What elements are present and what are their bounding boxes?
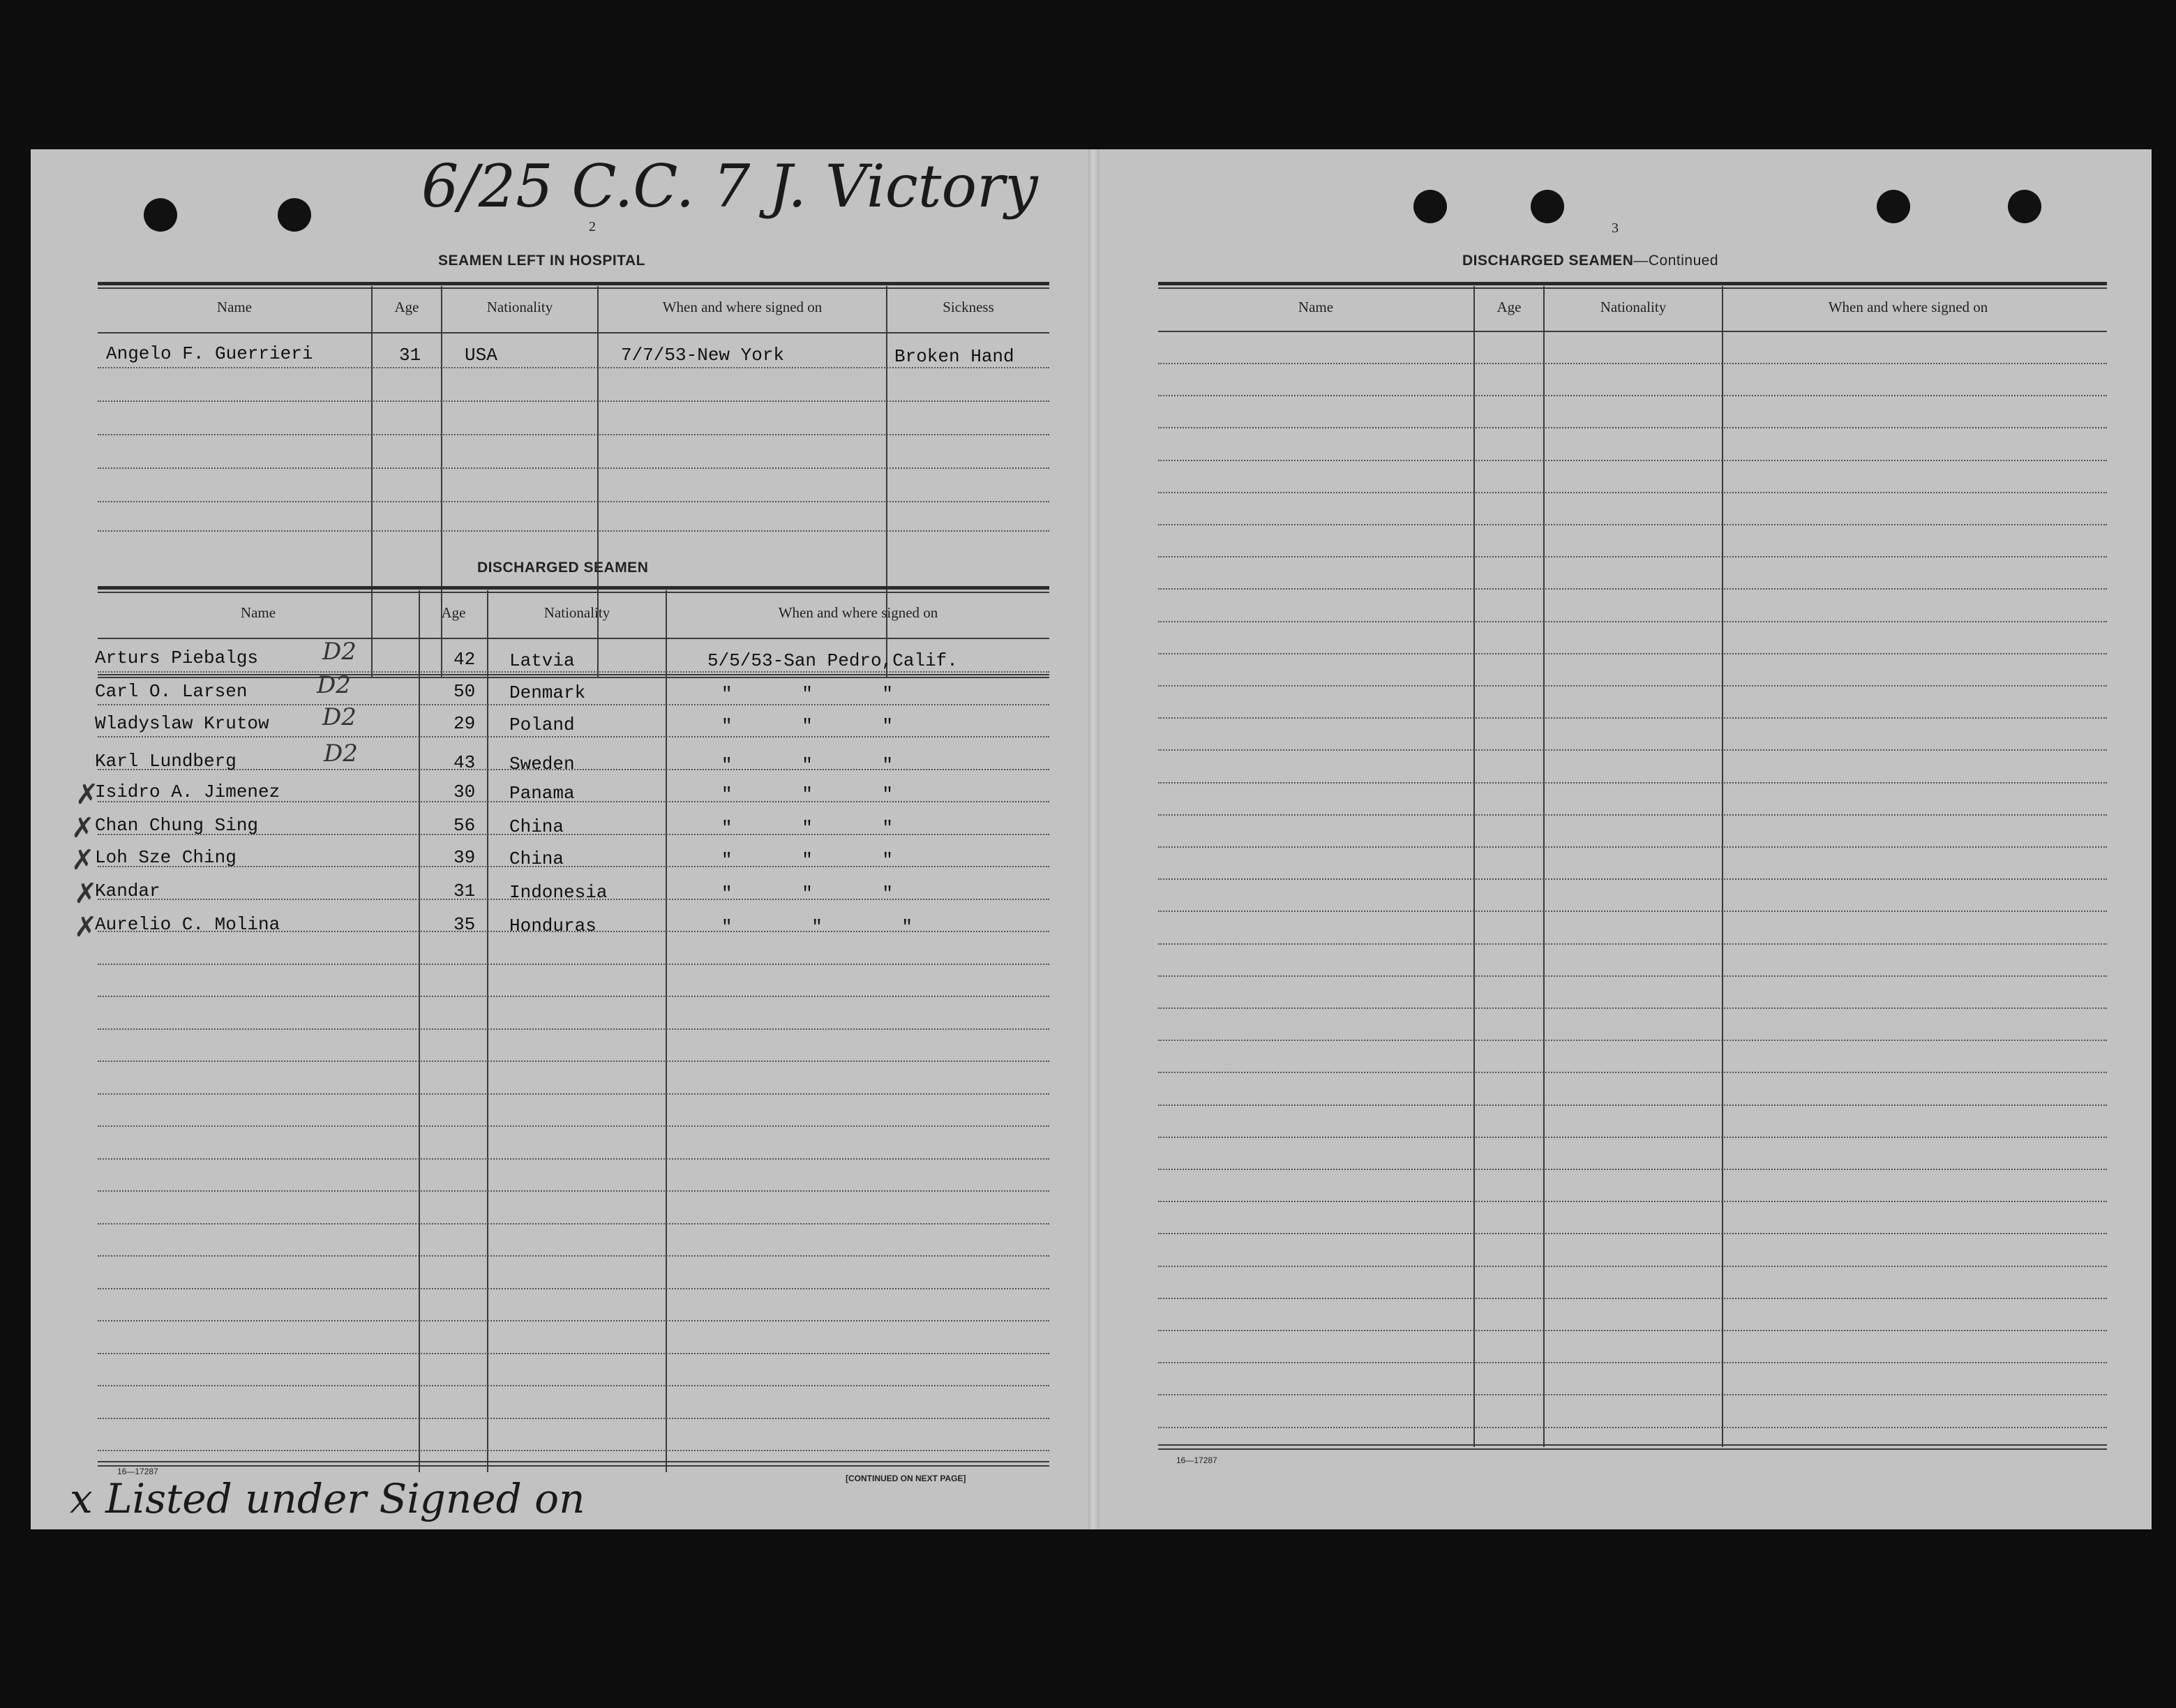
seaman-name: Carl O. Larsen (95, 681, 248, 702)
ruled-line (98, 1125, 1049, 1127)
ruled-line (1158, 1201, 2107, 1202)
patient-name: Angelo F. Guerrieri (106, 343, 313, 364)
punch-hole (1413, 190, 1447, 223)
ruled-line (1158, 556, 2107, 557)
ruled-line (1158, 975, 2107, 977)
seaman-nationality: Honduras (509, 915, 596, 936)
right-header-name: Name (1298, 299, 1334, 315)
ruled-line (98, 1385, 1049, 1386)
seaman-nationality: Indonesia (509, 882, 608, 903)
ruled-line (98, 1418, 1049, 1419)
ruled-line (1158, 588, 2107, 590)
ruled-line (98, 866, 1049, 867)
ruled-line (1158, 814, 2107, 816)
right-header-signed-on: When and where signed on (1828, 299, 1988, 315)
ruled-line (98, 1223, 1049, 1224)
seaman-name: Isidro A. Jimenez (95, 781, 280, 802)
ruled-line (1158, 460, 2107, 461)
discharged-section-title: DISCHARGED SEAMEN (477, 560, 649, 576)
seaman-age: 31 (453, 881, 476, 901)
handwritten-heading: 6/25 C.C. 7 J. Victory (421, 152, 1038, 220)
ruled-line (1158, 1427, 2107, 1428)
ruled-line (98, 1450, 1049, 1451)
ruled-line (1158, 846, 2107, 848)
seaman-nationality: Sweden (509, 754, 575, 774)
discharged-header-age: Age (441, 604, 466, 621)
page-number: 2 (589, 219, 596, 234)
seaman-signed-on: " " " (721, 818, 894, 839)
seaman-age: 42 (453, 649, 476, 670)
seaman-signed-on: " " " (721, 716, 894, 737)
punch-hole (278, 198, 311, 232)
ruled-line (98, 1353, 1049, 1354)
seaman-name: Karl Lundberg (95, 751, 237, 772)
ruled-line (1158, 1104, 2107, 1106)
ruled-line (1158, 878, 2107, 880)
tick-mark: ✗ (75, 779, 99, 811)
ruled-line (1158, 717, 2107, 719)
ruled-line (98, 671, 1049, 673)
hospital-section-title: SEAMEN LEFT IN HOSPITAL (438, 253, 645, 269)
hospital-header-age: Age (394, 299, 419, 315)
seaman-signed-on: " " " (721, 684, 894, 705)
document-sheet (31, 149, 2152, 1529)
ruled-line (1158, 943, 2107, 945)
ruled-line (1158, 1266, 2107, 1267)
ruled-line (1158, 395, 2107, 396)
seaman-age: 50 (453, 681, 476, 702)
ruled-line (1158, 685, 2107, 687)
ruled-line (1158, 621, 2107, 622)
seaman-nationality: Panama (509, 783, 575, 804)
discharged-header-name: Name (240, 604, 276, 621)
ruled-line (1158, 1137, 2107, 1138)
ruled-line (98, 1093, 1049, 1095)
ruled-line (98, 1158, 1049, 1160)
form-number: 16—17287 (117, 1467, 158, 1476)
ruled-line (98, 704, 1049, 705)
ruled-line (1158, 492, 2107, 493)
seaman-name: Kandar (95, 881, 160, 901)
discharged-continued-title (1462, 253, 1718, 269)
form-number: 16—17287 (1176, 1455, 1217, 1465)
ruled-line (1158, 524, 2107, 525)
ruled-line (1158, 1233, 2107, 1234)
patient-sickness: Broken Hand (894, 346, 1014, 367)
tick-mark: ✗ (74, 911, 98, 943)
tick-mark: ✗ (71, 844, 95, 876)
seaman-signed-on: " " " (721, 755, 894, 776)
page-fold (1088, 149, 1100, 1529)
seaman-nationality: Denmark (509, 682, 586, 703)
seaman-age: 30 (453, 781, 476, 802)
discharged-header-nationality: Nationality (543, 604, 610, 621)
seaman-name: Chan Chung Sing (95, 815, 259, 836)
discharge-mark: D2 (322, 638, 357, 666)
title-continued: —Continued (1633, 253, 1719, 269)
seaman-age: 29 (453, 713, 476, 734)
hospital-header-nationality: Nationality (486, 299, 553, 315)
ruled-line (98, 736, 1049, 737)
tick-mark: ✗ (74, 878, 98, 910)
patient-nationality: USA (465, 345, 497, 366)
seaman-signed-on: " " " (721, 883, 894, 904)
ruled-line (1158, 1362, 2107, 1363)
hospital-header-signed-on: When and where signed on (662, 299, 823, 315)
seaman-signed-on: " " " (721, 784, 894, 805)
seaman-name: Loh Sze Ching (95, 847, 237, 868)
ruled-line (1158, 749, 2107, 751)
discharge-mark: D2 (322, 703, 357, 731)
ruled-line (98, 1028, 1049, 1030)
ruled-line (1158, 1007, 2107, 1009)
ruled-line (1158, 1169, 2107, 1170)
ruled-line (1158, 782, 2107, 784)
ruled-line (98, 1320, 1049, 1321)
hospital-header-sickness: Sickness (943, 299, 994, 315)
ruled-line (1158, 363, 2107, 364)
ruled-line (1158, 1394, 2107, 1395)
punch-hole (1877, 190, 1910, 223)
patient-age: 31 (399, 345, 421, 366)
continued-note: [CONTINUED ON NEXT PAGE] (846, 1474, 966, 1483)
page-number: 3 (1612, 220, 1619, 236)
right-header-nationality: Nationality (1600, 299, 1667, 315)
seaman-nationality: Latvia (509, 650, 575, 671)
seaman-age: 39 (453, 847, 476, 868)
punch-hole (144, 198, 177, 232)
ruled-line (98, 1288, 1049, 1289)
ruled-line (98, 964, 1049, 965)
seaman-nationality: China (509, 816, 564, 837)
seaman-signed-on: 5/5/53-San Pedro,Calif. (707, 650, 958, 671)
seaman-nationality: Poland (509, 714, 575, 735)
title-main: DISCHARGED SEAMEN (1462, 253, 1634, 269)
seaman-signed-on: " " " (721, 850, 894, 871)
ruled-line (1158, 1072, 2107, 1073)
seaman-name: Wladyslaw Krutow (95, 713, 269, 734)
discharge-mark: D2 (317, 671, 351, 699)
right-header-age: Age (1496, 299, 1522, 315)
handwritten-footnote: x Listed under Signed on (70, 1475, 585, 1522)
ruled-line (1158, 1298, 2107, 1299)
punch-hole (1531, 190, 1564, 223)
seaman-name: Aurelio C. Molina (95, 914, 280, 935)
discharged-header-signed-on: When and where signed on (778, 604, 938, 621)
tick-mark: ✗ (71, 812, 95, 844)
seaman-age: 35 (453, 914, 476, 935)
ruled-line (98, 1190, 1049, 1192)
ruled-line (1158, 653, 2107, 654)
ruled-line (1158, 911, 2107, 912)
ruled-line (1158, 427, 2107, 428)
hospital-header-name: Name (216, 299, 253, 315)
seaman-signed-on: " " " (721, 917, 913, 938)
ruled-line (98, 1255, 1049, 1257)
discharge-mark: D2 (324, 740, 358, 767)
patient-signed-on: 7/7/53-New York (621, 345, 785, 366)
seaman-age: 43 (453, 752, 476, 773)
seaman-age: 56 (453, 815, 476, 836)
punch-hole (2008, 190, 2041, 223)
seaman-nationality: China (509, 848, 564, 869)
ruled-line (98, 996, 1049, 997)
ruled-line (1158, 1040, 2107, 1041)
seaman-name: Arturs Piebalgs (95, 647, 259, 668)
ruled-line (1158, 1330, 2107, 1331)
ruled-line (98, 1061, 1049, 1062)
